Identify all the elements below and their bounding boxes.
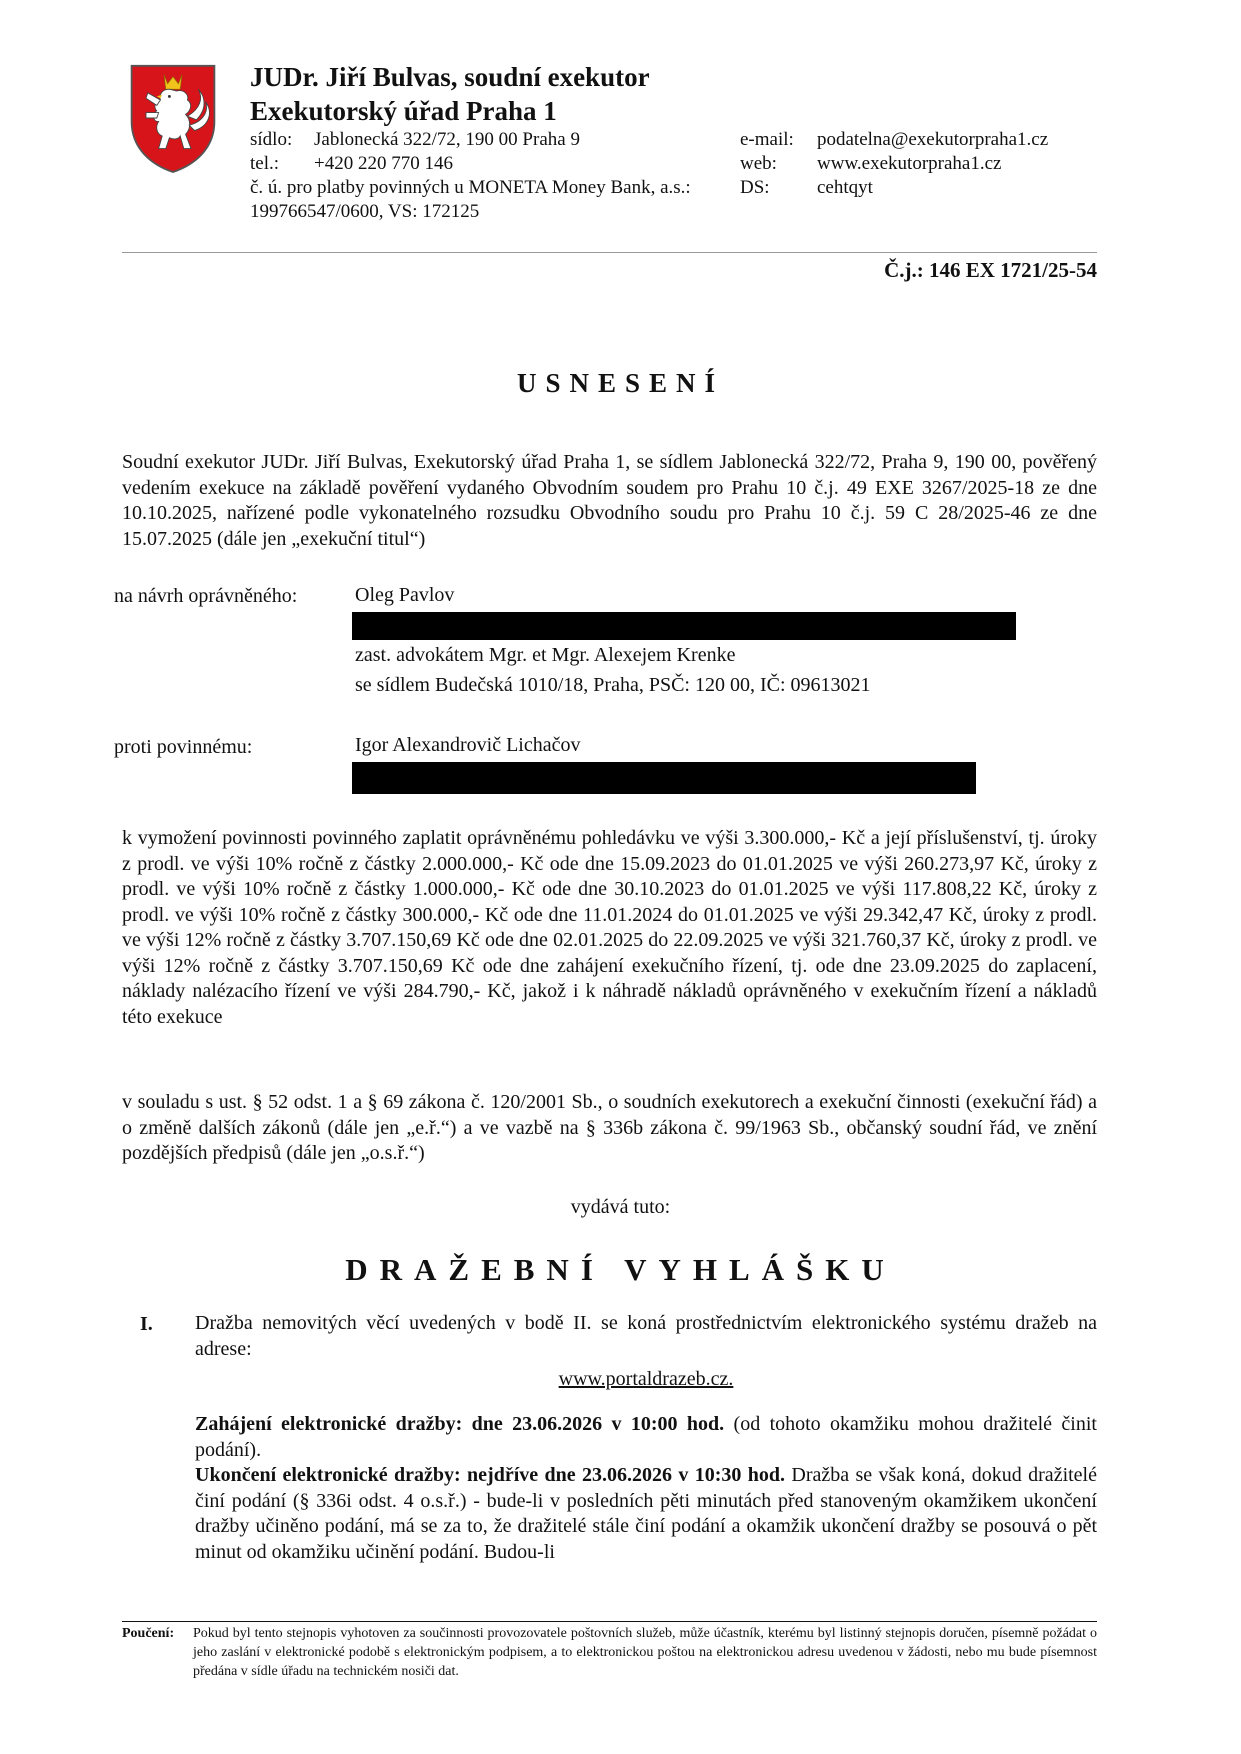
tel-label: tel.: <box>250 153 280 174</box>
czech-lion-coat-of-arms-icon <box>128 62 218 174</box>
account-line-1: č. ú. pro platby povinných u MONETA Money Bank, a.s.: <box>250 177 691 198</box>
auction-portal-link[interactable] <box>195 1366 1097 1392</box>
claim-paragraph: k vymožení povinnosti povinného zaplatit oprávněnému pohledávku ve výši 3.300.000,- Kč a její příslušenství, tj. úroky z prodl. ve výši 10% ročně z částky 2.000.000,- Kč ode dne 15.09.2023 do 01.01.2025 ve výši 260.273,97 Kč, úroky z prodl. ve výši 10% ročně z částky 1.000.000,- Kč ode dne 30.10.2023 do 01.01.2025 ve výši 117.808,22 Kč, úroky z prodl. ve výši 10% ročně z částky 300.000,- Kč ode dne 11.01.2024 do 01.01.2025 ve výši 29.342,47 Kč, úroky z prodl. ve výši 12% ročně z částky 3.707.150,69 Kč ode dne 02.01.2025 do 22.09.2025 ve výši 321.760,37 Kč, úroky z prodl. ve výši 12% ročně z částky 3.707.150,69 Kč ode dne zahájení exekučního řízení, tj. ode dne 23.09.2025 do zaplacení, náklady nalézacího řízení ve výši 284.790,- Kč, jakož i k náhradě nákladů oprávněného v exekučním řízení a nákladů této exekuce <box>122 827 1097 1028</box>
header-divider <box>122 252 1097 253</box>
title-drazebni-vyhlaska: DRAŽEBNÍ VYHLÁŠKU <box>345 1252 896 1287</box>
legal-basis-paragraph: v souladu s ust. § 52 odst. 1 a § 69 zákona č. 120/2001 Sb., o soudních exekutorech a exekuční činnosti (exekuční řád) a o změně dalších zákonů (dále jen „e.ř.“) a ve vazbě na § 336b zákona č. 99/1963 Sb., občanský soudní řád, ve znění pozdějších předpisů (dále jen „o.s.ř.“) <box>122 1091 1097 1164</box>
intro-paragraph: Soudní exekutor JUDr. Jiří Bulvas, Exekutorský úřad Praha 1, se sídlem Jablonecká 322/72, Praha 9, 190 00, pověřený vedením exekuce na základě pověření vydaného Obvodním soudem pro Prahu 10 č.j. 49 EXE 3267/2025-18 ze dne 10.10.2025, nařízené podle vykonatelného rozsudku Obvodního soudu pro Prahu 10 č.j. 59 C 28/2025-46 ze dne 15.07.2025 (dále jen „exekuční titul“) <box>122 451 1097 550</box>
footer-notice: Pokud byl tento stejnopis vyhotoven za součinnosti provozovatele poštovních služeb, může účastník, kterému byl listinný stejnopis doručen, písemně požádat o jeho zaslání v elektronické podobě s elektronickým podpisem, a to elektronickou poštou na elektronickou adresu uvedenou v žádosti, nebo mu bude písemnost předána v sídle úřadu na technickém nosiči dat. <box>193 1626 1097 1679</box>
section-number: I. <box>140 1313 153 1335</box>
sidlo-label: sídlo: <box>250 129 293 150</box>
office-unit: Exekutorský úřad Praha 1 <box>250 96 557 126</box>
footer-divider <box>122 1621 1097 1622</box>
auction-start-rest: (od tohoto okamžiku mohou dražitelé činit podání). <box>195 1413 1097 1461</box>
tel-value: +420 220 770 146 <box>314 153 453 174</box>
auction-end-bold: Ukončení elektronické dražby: nejdříve dne 23.06.2026 v 10:30 hod. <box>195 1464 786 1486</box>
auction-end-rest: Dražba se však koná, dokud dražitelé činí podání (§ 336i odst. 4 o.s.ř.) - bude-li v posledních pěti minutách před stanoveným okamžikem ukončení dražby učiněno podání, má se za to, že dražitelé stále činí podání a okamžik ukončení dražby se posouvá o pět minut od okamžiku učinění podání. Budou-li <box>195 1464 1097 1563</box>
account-line-2: 199766547/0600, VS: 172125 <box>250 201 480 222</box>
footer-label: Poučení: <box>122 1626 175 1641</box>
creditor-label: na návrh oprávněného: <box>114 585 298 607</box>
issues-line: vydává tuto: <box>570 1196 671 1218</box>
auction-start-bold: Zahájení elektronické dražby: dne 23.06.2026 v 10:00 hod. <box>195 1413 725 1435</box>
redacted-address-block <box>352 762 976 794</box>
web-label: web: <box>740 153 777 174</box>
auction-portal-url[interactable]: www.portaldrazeb.cz. <box>558 1368 734 1390</box>
auction-start <box>195 1412 1097 1463</box>
ds-label: DS: <box>740 177 770 198</box>
email-value[interactable]: podatelna@exekutorpraha1.cz <box>817 129 1049 150</box>
office-name: JUDr. Jiří Bulvas, soudní exekutor <box>250 62 650 92</box>
case-number: Č.j.: 146 EX 1721/25-54 <box>884 258 1097 282</box>
title-usneseni: USNESENÍ <box>516 368 725 398</box>
section-text: Dražba nemovitých věcí uvedených v bodě II. se koná prostřednictvím elektronického systému dražeb na adrese: <box>195 1312 1097 1360</box>
sidlo-value: Jablonecká 322/72, 190 00 Praha 9 <box>314 129 580 150</box>
email-label: e-mail: <box>740 129 794 150</box>
auction-end <box>195 1463 1097 1565</box>
ds-value: cehtqyt <box>817 177 873 198</box>
redacted-address-block <box>352 612 1016 640</box>
creditor-name: Oleg Pavlov <box>355 584 455 606</box>
web-value[interactable]: www.exekutorpraha1.cz <box>817 153 1002 174</box>
creditor-rep-address: se sídlem Budečská 1010/18, Praha, PSČ: 120 00, IČ: 09613021 <box>355 674 871 696</box>
debtor-name: Igor Alexandrovič Lichačov <box>355 734 581 756</box>
debtor-label: proti povinnému: <box>114 736 253 758</box>
creditor-representative: zast. advokátem Mgr. et Mgr. Alexejem Krenke <box>355 644 736 666</box>
